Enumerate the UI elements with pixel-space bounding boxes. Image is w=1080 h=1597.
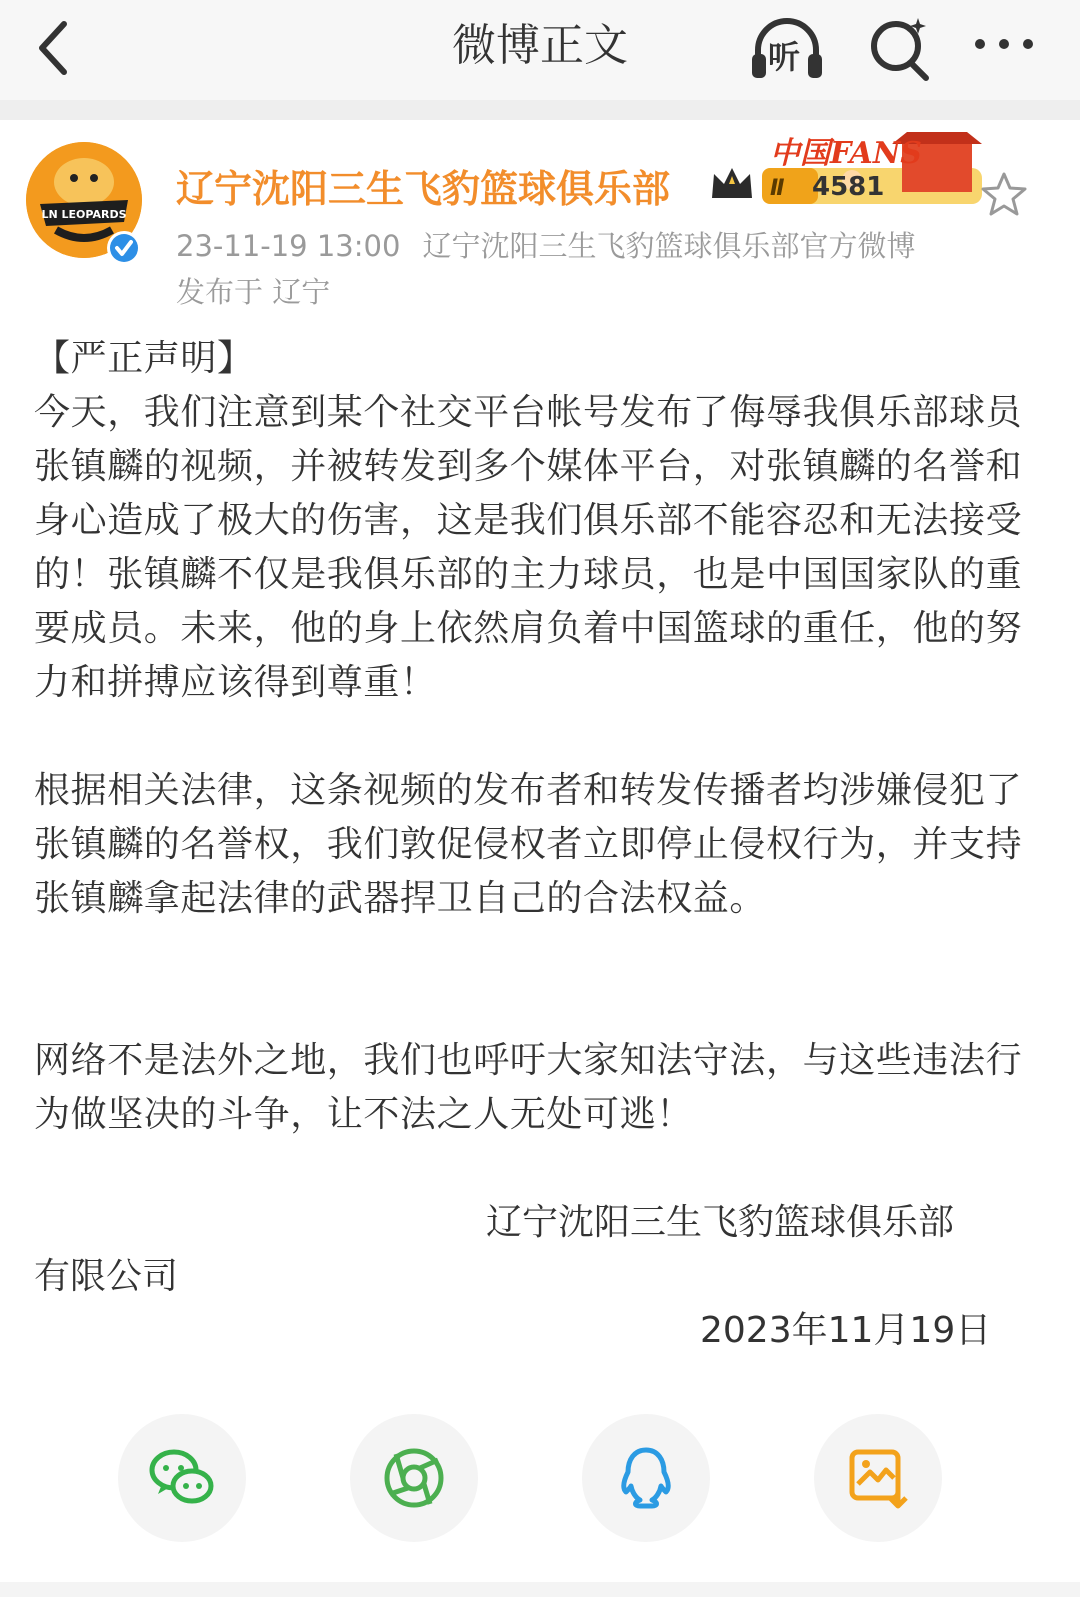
- favorite-button[interactable]: [980, 170, 1028, 218]
- post-paragraph-3: 网络不是法外之地，我们也呼吁大家知法守法，与这些违法行为做坚决的斗争，让不法之人无处可逃！: [34, 1040, 1023, 1135]
- crown-icon: [708, 164, 756, 204]
- signature-date: 2023年11月19日: [700, 1310, 992, 1351]
- avatar-text: LN LEOPARDS: [41, 208, 127, 221]
- signature-organization-suffix: 有限公司: [34, 1256, 179, 1297]
- fans-badge-title: 中国FANS: [770, 136, 922, 171]
- page-title: 微博正文: [452, 20, 628, 71]
- post-meta: [176, 224, 915, 265]
- wechat-icon: [148, 1444, 216, 1512]
- more-dots-icon: [970, 20, 1040, 70]
- post-time: 23-11-19 13:00: [176, 229, 401, 263]
- search-button[interactable]: [868, 14, 934, 84]
- save-image-icon: [844, 1444, 912, 1512]
- post-location: 发布于 辽宁: [176, 275, 331, 309]
- post-paragraph-1: 【严正声明】 今天，我们注意到某个社交平台帐号发布了侮辱我俱乐部球员张镇麟的视频，并被转发到多个媒体平台，对张镇麟的名誉和身心造成了极大的伤害，这是我们俱乐部不能容忍和无法接受的！张镇麟不仅是我俱乐部的主力球员，也是中国国家队的重要成员。未来，他的身上依然肩负着中国篮球的重任，他的努力和拼搏应该得到尊重！: [34, 338, 1023, 703]
- star-icon: [980, 170, 1028, 218]
- share-wechat-button[interactable]: [118, 1414, 246, 1542]
- search-icon: [868, 14, 934, 84]
- share-moments-button[interactable]: [350, 1414, 478, 1542]
- share-qq-button[interactable]: [582, 1414, 710, 1542]
- verified-badge-icon: [106, 230, 142, 266]
- listen-label: 听: [768, 38, 801, 76]
- save-image-button[interactable]: [814, 1414, 942, 1542]
- moments-icon: [380, 1444, 448, 1512]
- post-paragraph-2: 根据相关法律，这条视频的发布者和转发传播者均涉嫌侵犯了张镇麟的名誉权，我们敦促侵权者立即停止侵权行为，并支持张镇麟拿起法律的武器捍卫自己的合法权益。: [34, 770, 1023, 919]
- signature-organization: 辽宁沈阳三生飞豹篮球俱乐部: [486, 1202, 955, 1243]
- more-button[interactable]: [970, 20, 1040, 70]
- post-source: 辽宁沈阳三生飞豹篮球俱乐部官方微博: [422, 229, 916, 263]
- fans-badge-count: 4581: [812, 172, 885, 202]
- listen-button[interactable]: [748, 14, 826, 84]
- home-indicator: [0, 1582, 1080, 1597]
- author-name[interactable]: 辽宁沈阳三生飞豹篮球俱乐部: [176, 167, 671, 211]
- header-divider: [0, 100, 1080, 120]
- fans-badge-level: Ⅱ: [770, 176, 785, 201]
- qq-icon: [612, 1444, 680, 1512]
